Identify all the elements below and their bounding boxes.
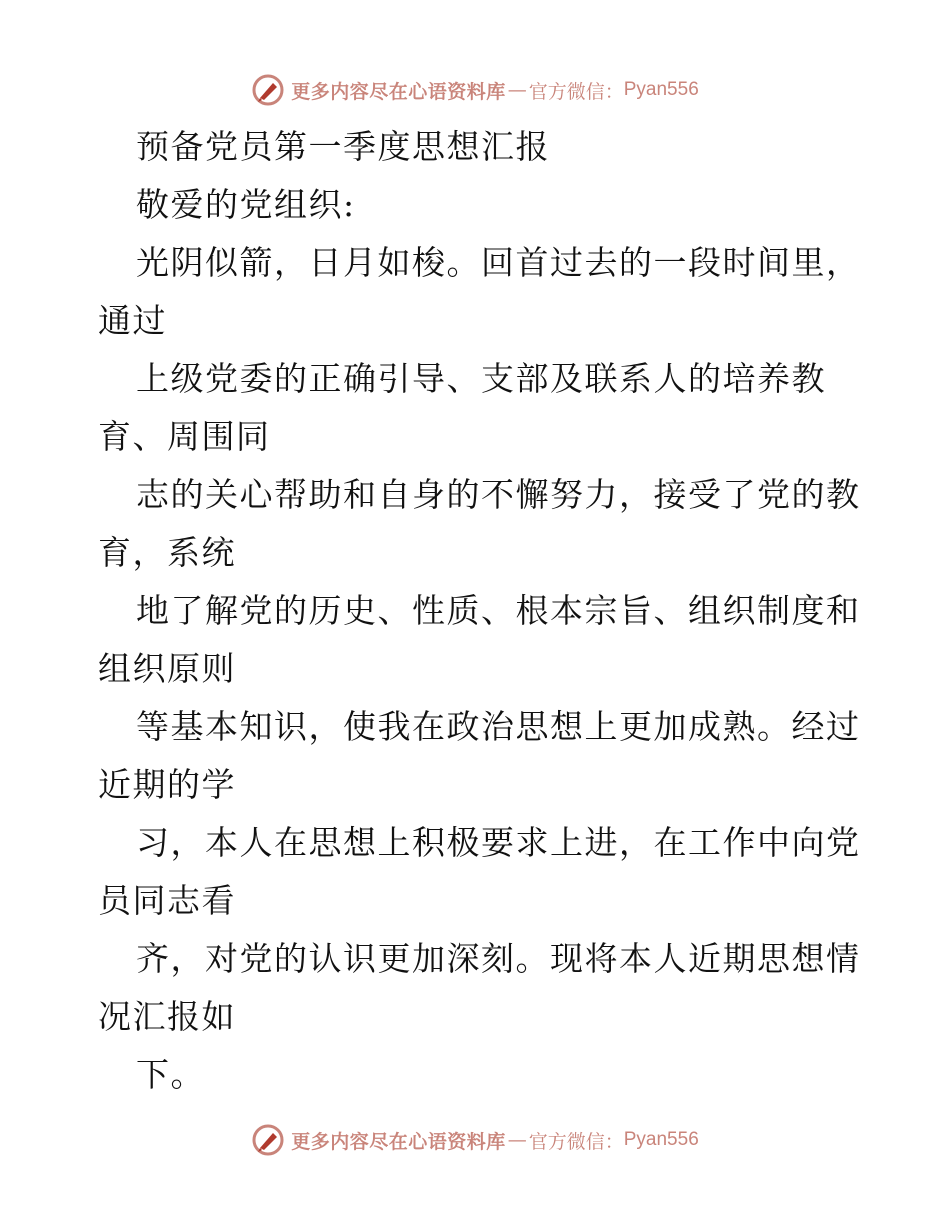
watermark-wechat-id: Pyan556 (623, 1129, 699, 1150)
watermark-wechat-label: 官方微信： (528, 80, 624, 103)
text-line: 组织原则 (98, 649, 236, 688)
watermark-dash: — (507, 79, 527, 101)
text-line: 上级党委的正确引导、支部及联系人的培养教 (136, 359, 826, 398)
pen-nib-circle-icon (251, 73, 285, 107)
text-line: 习，本人在思想上积极要求上进，在工作中向党 (136, 823, 861, 862)
text-line: 地了解党的历史、性质、根本宗旨、组织制度和 (136, 591, 861, 630)
text-line: 员同志看 (98, 881, 236, 920)
header-watermark-banner (0, 70, 950, 110)
watermark-wechat-label: 官方微信： (528, 1130, 624, 1153)
text-line: 育、周围同 (98, 417, 271, 456)
watermark-dash: — (507, 1129, 527, 1151)
text-line: 育，系统 (98, 533, 236, 572)
text-line: 等基本知识，使我在政治思想上更加成熟。经过 (136, 707, 861, 746)
pen-nib-circle-icon (251, 1123, 285, 1157)
document-salutation: 敬爱的党组织: (136, 185, 356, 224)
document-body (98, 118, 861, 1104)
text-line: 志的关心帮助和自身的不懈努力，接受了党的教 (136, 475, 861, 514)
watermark-wechat-id: Pyan556 (623, 79, 699, 100)
text-line: 下。 (136, 1055, 205, 1094)
document-paragraph (98, 234, 861, 1104)
text-line: 齐，对党的认识更加深刻。现将本人近期思想情 (136, 939, 861, 978)
watermark-brand-text: 更多内容尽在心语资料库 (291, 80, 506, 103)
document-title: 预备党员第一季度思想汇报 (136, 127, 550, 166)
footer-watermark-banner (0, 1120, 950, 1160)
text-line: 通过 (98, 301, 167, 340)
text-line: 况汇报如 (98, 997, 236, 1036)
text-line: 近期的学 (98, 765, 236, 804)
watermark-brand-text: 更多内容尽在心语资料库 (291, 1130, 506, 1153)
text-line: 光阴似箭，日月如梭。回首过去的一段时间里， (136, 243, 861, 282)
